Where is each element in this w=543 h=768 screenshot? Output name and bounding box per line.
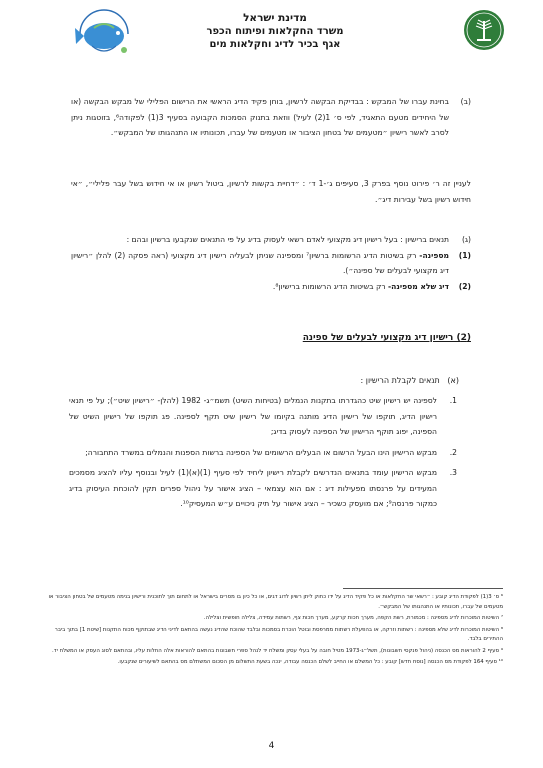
footnote-divider (343, 588, 503, 589)
item-heading: דיג שלא מספינה- (388, 281, 449, 291)
footnotes (35, 593, 503, 670)
section-b-text: בחינת עברו של המבקש : בבדיקת הבקשה לרשיון, בוחן פקיד הדיג הראשי את הרישום הפלילי של מבקש הבקשה (או של היחידים מטעם התאגיד, לפי ס׳ 1(2) לעיל) ווזאת בתנוק הסמכות הקבועה בסעיף 3(1) לפקודה⁶, בזוטגות ניתן לסרב לאשר רישיון ״מטעמים של בטחון הציבור או מטעמים של עברו, תכונותיו או התנהגותו של המבקש״. (71, 97, 450, 137)
ministry-emblem-icon (463, 9, 505, 51)
letterhead (170, 12, 380, 51)
footnote: ⁶ ס׳ 3(1) לפקודת הדיג קובע : ״רשאי שר החקלאות או כל פקיד הדיג על ידו כחוק ליתן רשיון לדוג דגים, או כל כיון בו מסרים בישראל או לתחום תוך לתוכנית ורישיון בנימה מטעמים של בטחון הציבור או מטעמים של עברו, תכונותיו או התנהגותו של המבקש״. (48, 594, 503, 610)
condition-text: מבקש הרישיון הינו הבעל הרשום או הבעלים הרשומים של הספינה ברשות הספנות והנמלים במשרד התחבורה; (85, 447, 437, 457)
section-c-intro: תנאים ברישיון : בעל רישיון דיג מקצועי לאדם רשאי לעסוק בדיג על פי התנאים שנקבעו ברשיון ובהם : (126, 235, 449, 244)
condition-number: 1. (449, 396, 457, 405)
condition-item (69, 445, 459, 461)
condition-text: לספינה יש רישיון שיט כהגדרתו בתקנות הנמלים (בטיחות השיט) תשמ״ג- 1982 (להלן- ״רישיון שיט״); על פי תנאי רישיון הדיג, תוקפו של רישיון הדיג מותנה בקיומו של רישיון שיט תקף לספינה. פג תוקפו של רישיון השיט של הספינה, יפוג תוקף הרישיון של הספינה לעסוק בדיג; (69, 396, 437, 436)
item-heading: מספינה- (419, 250, 449, 260)
section-c-marker: (ג) (461, 235, 471, 244)
reference-note-text: לעניין זה ר׳ פירוט נוסף בפרק 3, סעיפים ג׳-1 ד׳ : ״דחיית בקשות לרשיון, ביטול רשיון או אי חידוש בשל עבר פלילי״, ״אי חידוש רשיון בשל עבירות דיג״. (71, 179, 471, 204)
section-c-item (71, 248, 471, 279)
conditions-title: תנאים לקבלת הרישיון : (360, 376, 440, 385)
section-c-paragraph (71, 232, 471, 294)
footnote: ⁷ השיטות המוכרות לדיג מספינה : מכמורת, רשת הקפה, מערך חכות קרקע, מערך חכות צף, רשתות עמידה, צלילה חופשית וצלילה. (203, 615, 503, 621)
section-2-title: (2) רישיון דיג מקצועי לבעלים של ספינה (302, 333, 471, 343)
conditions-marker: (א) (447, 376, 459, 385)
item-number: (2) (458, 281, 471, 291)
section-b-paragraph (71, 94, 471, 141)
item-text: רק בשיטות הדיג הרשומות ברישיון⁸. (272, 281, 389, 291)
section-b-marker: (ב) (460, 97, 471, 106)
item-number: (1) (458, 250, 471, 260)
header-department: אגף בכיר לדיג וחקלאות מים (209, 39, 341, 50)
conditions-heading (361, 376, 459, 385)
header-state: מדינת ישראל (243, 12, 307, 24)
header-ministry: משרד החקלאות ופיתוח הכפר (206, 26, 344, 37)
condition-number: 3. (449, 468, 457, 477)
footnote: ¹⁰ סעיף 164 לפקודת מס הכנסה [נוסח חדש] קובע : כל המשלם או החייב לשלם הכנסה עבודה, ינכה בשעת התשלום מן הסכום המשתלם מס בהתאם לשיעורים שנקבעו. (117, 659, 503, 665)
condition-text: מבקש הרישיון עומד בתנאים הנדרשים לקבלת רישיון ליחיד לפי סעיף (1)(א)(1) לעיל ובנוסף עליו להציג מסמכים המעידים על פרנסתו מפעילות דיג : אם הוא עצמאי – הציג אישור על ניהול ספרים תקין להוכחת העיסוק בדיג כמקור פרנסה⁹; אם מועסק כשכיר – הציג אישור על תיק ניכויים ע״ש המעסיק¹⁰. (69, 468, 438, 508)
conditions-list (69, 393, 459, 517)
condition-item (69, 393, 459, 440)
condition-item (69, 465, 459, 512)
reference-note (71, 176, 471, 207)
section-c-item (71, 279, 471, 295)
footnote: ⁸ השיטות המוכרות לדיג שלא מספינה : רשתות וזרקה, או בהפעלת רשתות ממרפסת ובוטל הוכרת בסמכות ובלבד שהוכח שהדיג נעשה בהתאם לדיני הדיג שבתוקף מכוח התקנות [שיטת 1] בתוך ביבר ההתירים בלבד. (54, 626, 503, 642)
page-number: 4 (268, 741, 275, 751)
footnote: ⁹ סעיף 2 להוראות מס הכנסה (ניהול פנקסי חשבונות), תשל״ג-1973 מטיל חובה על בעלי עסק ומשלח יד לנהל ספרי חשבונות בהתאם להוראות אלה החלות עליו, ובהתאם לסוג העסק או המשלח יד. (52, 647, 503, 654)
item-text: רק בשיטות הדיג הרשומות ברשיון⁷ ומספינה שניתן לבעליה רישיון דיג מקצועי (ראה פסקה (2) להלן ״רישיון דיג מקצועי לבעלים של ספינה״). (71, 250, 449, 275)
condition-number: 2. (449, 447, 457, 457)
fisheries-dept-logo-icon (72, 6, 136, 64)
